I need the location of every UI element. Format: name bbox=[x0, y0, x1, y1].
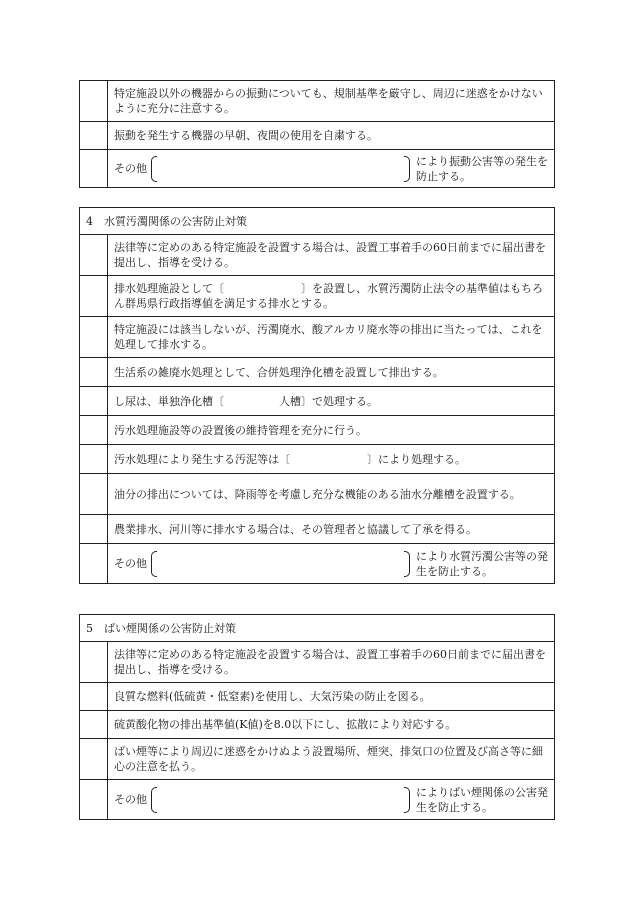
checkbox-cell[interactable] bbox=[80, 711, 108, 739]
section-header-row bbox=[80, 615, 555, 642]
table-row bbox=[80, 150, 555, 188]
other-suffix: によりばい煙関係の公害発生を防止する。 bbox=[416, 785, 548, 814]
left-bracket bbox=[151, 787, 157, 813]
measure-text: 農業排水、河川等に排水する場合は、その管理者と協議して了承を得る。 bbox=[108, 515, 555, 544]
checkbox-cell[interactable] bbox=[80, 445, 108, 474]
measure-text: 排水処理施設として〔 〕を設置し、水質汚濁防止法令の基準値はもちろん群馬県行政指導値を満足する排水とする。 bbox=[108, 276, 555, 317]
table-row bbox=[80, 235, 555, 276]
measure-text: 振動を発生する機器の早朝、夜間の使用を自粛する。 bbox=[108, 122, 555, 150]
right-bracket bbox=[404, 787, 410, 813]
checkbox-cell[interactable] bbox=[80, 235, 108, 276]
other-measure-cell bbox=[108, 544, 555, 584]
checkbox-cell[interactable] bbox=[80, 780, 108, 820]
table-row bbox=[80, 683, 555, 711]
checkbox-cell[interactable] bbox=[80, 317, 108, 358]
left-bracket bbox=[151, 551, 157, 577]
right-bracket bbox=[404, 156, 410, 182]
other-measure-cell bbox=[108, 780, 555, 820]
smoke-table bbox=[79, 614, 555, 820]
table-row bbox=[80, 81, 555, 122]
other-suffix: により水質汚濁公害等の発生を防止する。 bbox=[416, 549, 548, 578]
measure-text: 特定施設には該当しないが、汚濁廃水、酸アルカリ廃水等の排出に当たっては、これを処理して排水する。 bbox=[108, 317, 555, 358]
table-row bbox=[80, 711, 555, 739]
right-bracket bbox=[404, 551, 410, 577]
measure-text: 硫黄酸化物の排出基準値(K値)を8.0以下にし、拡散により対応する。 bbox=[108, 711, 555, 739]
table-row bbox=[80, 317, 555, 358]
table-row bbox=[80, 544, 555, 584]
checkbox-cell[interactable] bbox=[80, 683, 108, 711]
table-row bbox=[80, 416, 555, 445]
section-header-row bbox=[80, 208, 555, 235]
measure-text: 油分の排出については、降雨等を考慮し充分な機能のある油水分離槽を設置する。 bbox=[108, 474, 555, 515]
table-row bbox=[80, 780, 555, 820]
checkbox-cell[interactable] bbox=[80, 416, 108, 445]
table-row bbox=[80, 358, 555, 387]
checkbox-cell[interactable] bbox=[80, 387, 108, 416]
table-row bbox=[80, 445, 555, 474]
table-row bbox=[80, 122, 555, 150]
other-measure-cell bbox=[108, 150, 555, 188]
measure-text: 汚水処理施設等の設置後の維持管理を充分に行う。 bbox=[108, 416, 555, 445]
left-bracket bbox=[151, 156, 157, 182]
measure-text: 法律等に定めのある特定施設を設置する場合は、設置工事着手の60日前までに届出書を提出し、指導を受ける。 bbox=[108, 642, 555, 683]
other-suffix: により振動公害等の発生を防止する。 bbox=[416, 154, 548, 183]
checkbox-cell[interactable] bbox=[80, 515, 108, 544]
checkbox-cell[interactable] bbox=[80, 122, 108, 150]
measure-text: ばい煙等により周辺に迷惑をかけぬよう設置場所、煙突、排気口の位置及び高さ等に細心の注意を払う。 bbox=[108, 739, 555, 780]
checkbox-cell[interactable] bbox=[80, 739, 108, 780]
table-row bbox=[80, 387, 555, 416]
water-table bbox=[79, 207, 555, 584]
measure-text: 特定施設以外の機器からの振動についても、規制基準を厳守し、周辺に迷惑をかけないように充分に注意する。 bbox=[108, 81, 555, 122]
measure-text: 良質な燃料(低硫黄・低窒素)を使用し、大気汚染の防止を図る。 bbox=[108, 683, 555, 711]
measure-text: 生活系の雑廃水処理として、合併処理浄化槽を設置して排出する。 bbox=[108, 358, 555, 387]
checkbox-cell[interactable] bbox=[80, 642, 108, 683]
section-title: 5 ばい煙関係の公害防止対策 bbox=[80, 615, 555, 642]
table-row bbox=[80, 276, 555, 317]
measure-text: 法律等に定めのある特定施設を設置する場合は、設置工事着手の60日前までに届出書を提出し、指導を受ける。 bbox=[108, 235, 555, 276]
checkbox-cell[interactable] bbox=[80, 544, 108, 584]
other-label: その他 bbox=[114, 162, 147, 175]
measure-text: 汚水処理により発生する汚泥等は〔 〕により処理する。 bbox=[108, 445, 555, 474]
section-title: 4 水質汚濁関係の公害防止対策 bbox=[80, 208, 555, 235]
table-row bbox=[80, 642, 555, 683]
checkbox-cell[interactable] bbox=[80, 276, 108, 317]
checkbox-cell[interactable] bbox=[80, 358, 108, 387]
checkbox-cell[interactable] bbox=[80, 81, 108, 122]
table-row bbox=[80, 739, 555, 780]
table-row bbox=[80, 474, 555, 515]
checkbox-cell[interactable] bbox=[80, 150, 108, 188]
checkbox-cell[interactable] bbox=[80, 474, 108, 515]
other-label: その他 bbox=[114, 793, 147, 806]
measure-text: し尿は、単独浄化槽〔 人槽〕で処理する。 bbox=[108, 387, 555, 416]
table-row bbox=[80, 515, 555, 544]
other-label: その他 bbox=[114, 557, 147, 570]
vibration-table bbox=[79, 80, 555, 188]
